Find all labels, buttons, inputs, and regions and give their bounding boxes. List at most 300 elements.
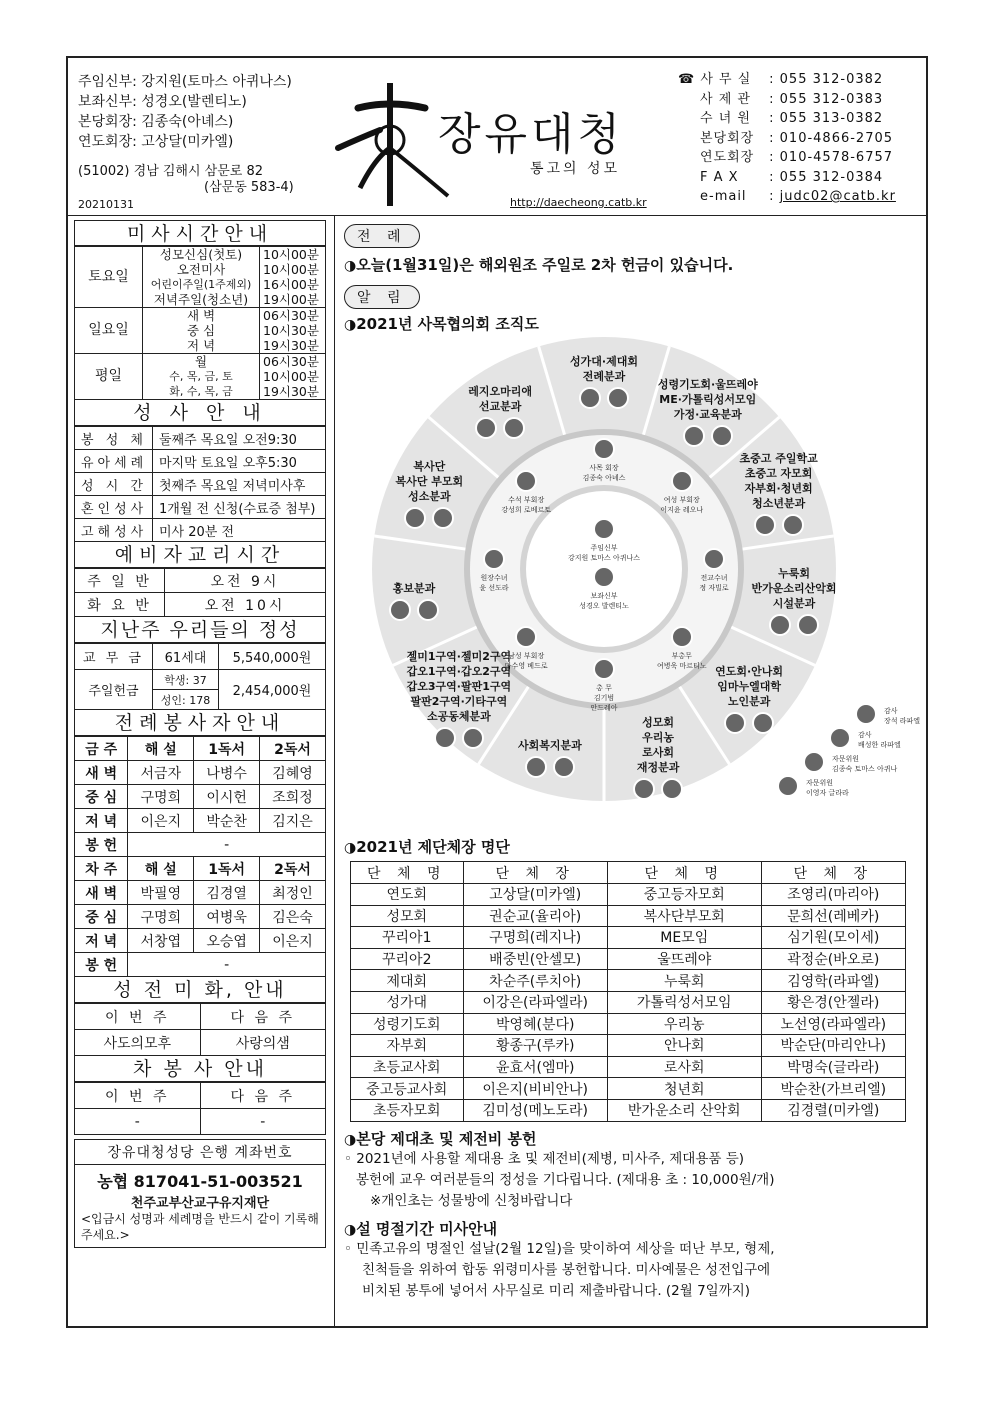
- catechism-row: [75, 569, 326, 593]
- committee-label: 홍보분과: [392, 581, 436, 595]
- servers-title: 전례봉사자안내: [74, 710, 326, 736]
- candle-line: ※개인초는 성물방에 신청바랍니다: [370, 1192, 573, 1209]
- group-leader: 고상달(미카엘): [463, 884, 607, 906]
- servers-name: 김지은: [260, 809, 326, 833]
- contact-sep: :: [764, 72, 780, 87]
- group-leader: 구명희(레지나): [463, 927, 607, 949]
- mass-type: 월: [143, 354, 260, 370]
- email-link[interactable]: judc02@catb.kr: [779, 189, 896, 204]
- member-photo-icon: [525, 756, 547, 778]
- liturgy-notice: [344, 254, 920, 275]
- servers-header-cell: 해 설: [128, 737, 194, 761]
- mass-time: 06시30분: [260, 354, 326, 370]
- officer-label: 총 무 김기범 안드레아: [590, 684, 618, 712]
- flowers-table: [74, 1003, 326, 1056]
- member-photo-icon: [432, 507, 454, 529]
- half-circle-icon: ◑: [344, 840, 357, 856]
- groups-header-cell: 단 체 장: [463, 862, 607, 884]
- servers-row: [75, 953, 326, 977]
- sacrament-name: 고해성사: [75, 519, 153, 542]
- contact-row: [678, 129, 896, 149]
- member-photo-icon: [797, 614, 819, 636]
- liturgy-text: 오늘(1월31일)은 해외원조 주일로 2차 헌금이 있습니다.: [356, 256, 734, 274]
- committee-label: 레지오마리애 선교분과: [468, 385, 533, 414]
- servers-row: [75, 929, 326, 953]
- sacrament-schedule: 미사 20분 전: [153, 519, 326, 542]
- mass-day: 평일: [75, 354, 143, 400]
- servers-name: 구명희: [128, 905, 194, 929]
- mass-time: 10시00분: [260, 262, 326, 277]
- servers-mass: 중 심: [75, 785, 128, 809]
- groups-heading: [344, 836, 920, 857]
- contact-label: ☎ 사 무 실: [678, 72, 752, 87]
- flowers-next-week-header: 다 음 주: [200, 1004, 326, 1030]
- committee-label: 연도회·안나회 임마누엘대학 노인분과: [715, 665, 784, 709]
- contact-row: [678, 70, 896, 90]
- officer-label: 부총무 여병욱 마르티노: [657, 651, 707, 670]
- group-leader: 배중빈(안셀모): [463, 948, 607, 970]
- group-leader: 문희선(레베카): [761, 905, 905, 927]
- servers-offertory: -: [128, 953, 326, 977]
- group-leader: 박순찬(가브리엘): [761, 1078, 905, 1100]
- tithe-households: 61세대: [153, 644, 219, 670]
- sacrament-table: [74, 426, 326, 542]
- groups-row: [351, 1056, 906, 1078]
- group-name: 성가대: [351, 991, 464, 1013]
- mass-day: 토요일: [75, 247, 143, 308]
- servers-name: 김경열: [194, 881, 260, 905]
- servers-offertory: -: [128, 833, 326, 857]
- tithe-label: 교 무 금: [75, 644, 153, 670]
- contact-value: 010-4578-6757: [779, 150, 894, 165]
- group-name: 성모회: [351, 905, 464, 927]
- advisor-photo-icon: [855, 703, 877, 725]
- mass-type: 화, 수, 목, 금: [143, 384, 260, 400]
- member-photo-icon: [417, 599, 439, 621]
- mass-time: 06시30분: [260, 308, 326, 324]
- candle-heading: [344, 1128, 920, 1149]
- groups-header-cell: 단 체 명: [351, 862, 464, 884]
- advisor-label: 자문위원 이영자 글라라: [806, 779, 849, 797]
- bank-info: [74, 1165, 326, 1248]
- servers-header-cell: 차 주: [75, 857, 128, 881]
- tithe-amount: 5,540,000원: [219, 644, 326, 670]
- groups-row: [351, 884, 906, 906]
- clergy-row: [78, 72, 292, 92]
- clergy-role: 주임신부:: [78, 74, 142, 90]
- sacrament-schedule: 마지막 토요일 오후5:30: [153, 450, 326, 473]
- parking-table: [74, 1082, 326, 1135]
- clergy-list: [78, 72, 292, 152]
- assistant-pastor-label: 보좌신부 성경오 발렌티노: [579, 592, 629, 610]
- address-line-2: (삼문동 583-4): [204, 180, 294, 195]
- committee-label: 사회복지분과: [518, 738, 582, 752]
- pastor-label: 주임신부 강지원 토마스 아퀴나스: [567, 544, 641, 562]
- groups-row: [351, 927, 906, 949]
- groups-row: [351, 948, 906, 970]
- contact-label: 수 녀 원: [700, 111, 751, 126]
- mass-row: [75, 354, 326, 370]
- servers-name: 김은숙: [260, 905, 326, 929]
- lunar-line: 비치된 봉투에 넣어서 사무실로 미리 제출바랍니다. (2월 7일까지): [362, 1282, 751, 1299]
- group-name: 초등교사회: [351, 1056, 464, 1078]
- officer-photo-icon: [671, 470, 693, 492]
- committee-label: 누룩회 반가운소리산악회 시설분과: [751, 566, 837, 610]
- flowers-title: 성 전 미 화, 안내: [74, 977, 326, 1003]
- servers-mass: 저 녁: [75, 929, 128, 953]
- member-photo-icon: [782, 514, 804, 536]
- mass-time: 10시00분: [260, 247, 326, 263]
- officer-label: 원장수녀 윤 선도라: [479, 574, 509, 592]
- group-name: 울뜨레야: [607, 948, 761, 970]
- clergy-name: 성경오(발렌티노): [141, 94, 247, 110]
- contact-row: [678, 90, 896, 110]
- mass-row: [75, 247, 326, 263]
- officer-label: 사목 회장 김종숙 아녜스: [582, 464, 626, 482]
- servers-row: [75, 809, 326, 833]
- mass-type: 저 녁: [143, 338, 260, 354]
- group-leader: 황종구(루카): [463, 1035, 607, 1057]
- servers-row: [75, 881, 326, 905]
- org-chart: [354, 334, 921, 834]
- servers-name: 나병수: [194, 761, 260, 785]
- group-name: 로사회: [607, 1056, 761, 1078]
- groups-row: [351, 1078, 906, 1100]
- member-photo-icon: [434, 727, 456, 749]
- servers-name: 이은지: [128, 809, 194, 833]
- adult-count: 성인: 178: [153, 690, 219, 710]
- student-count: 학생: 37: [153, 670, 219, 690]
- bank-holder: 천주교부산교구유지재단: [130, 1196, 270, 1211]
- advisor-label: 감사 장석 라파엘: [884, 707, 921, 725]
- header: [68, 58, 926, 216]
- group-leader: 노선영(라파엘라): [761, 1013, 905, 1035]
- member-photo-icon: [579, 387, 601, 409]
- contact-value: 010-4866-2705: [779, 130, 894, 146]
- lunar-heading: [344, 1218, 920, 1239]
- catechism-row: [75, 593, 326, 617]
- mass-time: 10시00분: [260, 369, 326, 384]
- member-photo-icon: [607, 387, 629, 409]
- mass-day: 일요일: [75, 308, 143, 354]
- org-chart-title: 2021년 사목협의회 조직도: [356, 315, 539, 333]
- groups-header-cell: 단 체 명: [607, 862, 761, 884]
- clergy-row: [78, 112, 292, 132]
- servers-row: [75, 761, 326, 785]
- servers-name: 서금자: [128, 761, 194, 785]
- pastor-photo-icon: [593, 518, 615, 540]
- lunar-notice: [344, 1239, 920, 1302]
- contact-list: [678, 70, 896, 207]
- clergy-role: 본당회장:: [78, 114, 142, 130]
- servers-name: 구명희: [128, 785, 194, 809]
- sacrament-row: [75, 427, 326, 450]
- servers-header-cell: 1독서: [194, 857, 260, 881]
- servers-row: [75, 833, 326, 857]
- catechism-time: 오전 10시: [165, 593, 326, 617]
- clergy-row: [78, 132, 292, 152]
- servers-name: 박순찬: [194, 809, 260, 833]
- sacrament-schedule: 첫째주 목요일 저녁미사후: [153, 473, 326, 496]
- address: [78, 164, 294, 196]
- website-link[interactable]: http://daecheong.catb.kr: [510, 196, 647, 209]
- advisor-photo-icon: [777, 775, 799, 797]
- committee-label: 성모회 우리농 로사회 재정분과: [636, 716, 680, 775]
- candle-title: 본당 제대초 및 제전비 봉헌: [356, 1129, 537, 1148]
- candle-line: 봉헌에 교우 여러분들의 정성을 기다립니다. (제대용 초 : 10,000원/개): [356, 1171, 775, 1188]
- clergy-name: 김종숙(아녜스): [141, 114, 234, 130]
- officer-label: 수석 부회장 강성희 로베르토: [501, 496, 551, 515]
- sacrament-schedule: 1개월 전 신청(수료증 첨부): [153, 496, 326, 519]
- group-name: 자부회: [351, 1035, 464, 1057]
- sacrament-schedule: 둘째주 목요일 오전9:30: [153, 427, 326, 450]
- member-photo-icon: [711, 425, 733, 447]
- group-leader: 곽정순(바오로): [761, 948, 905, 970]
- group-name: ME모임: [607, 927, 761, 949]
- sacrament-row: [75, 519, 326, 542]
- contact-sep: :: [764, 111, 780, 126]
- member-photo-icon: [683, 425, 705, 447]
- group-name: 연도회: [351, 884, 464, 906]
- mass-type: 어린이주일(1주제외): [143, 277, 260, 292]
- bank-account: 농협 817041-51-003521: [97, 1172, 303, 1191]
- member-photo-icon: [462, 727, 484, 749]
- group-leader: 박영혜(분다): [463, 1013, 607, 1035]
- officer-label: 전교수녀 정 자빌로: [699, 574, 729, 592]
- mass-times-title: 미사시간안내: [74, 220, 326, 246]
- group-leader: 박명숙(글라라): [761, 1056, 905, 1078]
- group-leader: 이강은(라파엘라): [463, 991, 607, 1013]
- half-circle-icon: ◑: [344, 258, 357, 274]
- committee-label: 성가대·제대회 전례분과: [570, 355, 638, 383]
- contact-label: 사 제 관: [700, 91, 751, 107]
- group-name: 제대회: [351, 970, 464, 992]
- group-name: 성령기도회: [351, 1013, 464, 1035]
- org-chart-heading: [344, 313, 920, 334]
- advisor-photo-icon: [829, 727, 851, 749]
- offering-title: 지난주 우리들의 정성: [74, 617, 326, 643]
- sacrament-name: 성 시 간: [75, 473, 153, 496]
- servers-name: 서창엽: [128, 929, 194, 953]
- group-leaders-table: [350, 861, 906, 1122]
- mass-time: 19시30분: [260, 338, 326, 354]
- contact-value: 055 312-0382: [779, 72, 884, 87]
- assistant-pastor-photo-icon: [593, 566, 615, 588]
- officer-photo-icon: [483, 548, 505, 570]
- officer-photo-icon: [703, 548, 725, 570]
- servers-mass: 봉 헌: [75, 953, 128, 977]
- bank-note: <입금시 성명과 세례명을 반드시 같이 기록해 주세요.>: [81, 1212, 319, 1242]
- contact-row: [678, 187, 896, 207]
- servers-name: 오승엽: [194, 929, 260, 953]
- officer-label: 여성 부회장 이지윤 레오나: [660, 496, 704, 515]
- parking-this-week: -: [75, 1109, 201, 1135]
- group-leader: 조영리(마리아): [761, 884, 905, 906]
- clergy-name: 강지원(토마스 아퀴나스): [141, 74, 292, 90]
- mass-time: 19시30분: [260, 384, 326, 400]
- parking-next-week: -: [200, 1109, 326, 1135]
- liturgy-pill: 전 례: [344, 224, 420, 248]
- parking-this-week-header: 이 번 주: [75, 1083, 201, 1109]
- servers-mass: 저 녁: [75, 809, 128, 833]
- contact-row: [678, 148, 896, 168]
- contact-sep: :: [764, 130, 780, 146]
- bulletin-frame: [66, 56, 928, 1328]
- group-name: 초등자모회: [351, 1099, 464, 1121]
- group-name: 청년회: [607, 1078, 761, 1100]
- contact-sep: :: [764, 91, 780, 107]
- church-subtitle: 통고의 성모: [530, 161, 621, 177]
- catechism-title: 예비자교리시간: [74, 542, 326, 568]
- committee-label: 젤미1구역·젤미2구역 갑오1구역·갑오2구역 갑오3구역·팔판1구역 팔판2구역·기타구역 소공동체분과: [406, 650, 512, 724]
- clergy-role: 보좌신부:: [78, 94, 142, 110]
- group-name: 중고등교사회: [351, 1078, 464, 1100]
- lunar-title: 설 명절기간 미사안내: [356, 1219, 498, 1238]
- contact-label: F A X: [700, 169, 739, 185]
- parking-title: 차 봉 사 안내: [74, 1056, 326, 1082]
- servers-header-cell: 1독서: [194, 737, 260, 761]
- contact-label: e-mail: [700, 189, 747, 204]
- group-leader: 김미성(메노도라): [463, 1099, 607, 1121]
- contact-value: 055 312-0384: [779, 169, 884, 185]
- bank-title: 장유대청성당 은행 계좌번호: [74, 1139, 326, 1165]
- servers-mass: 새 벽: [75, 761, 128, 785]
- servers-header-cell: 2독서: [260, 857, 326, 881]
- contact-row: [678, 109, 896, 129]
- officer-photo-icon: [593, 658, 615, 680]
- flowers-next-week: 사랑의샘: [200, 1030, 326, 1056]
- lunar-line: ◦ 민족고유의 명절인 설날(2월 12일)을 맞이하여 세상을 떠난 부모, 형제,: [344, 1240, 775, 1257]
- groups-row: [351, 970, 906, 992]
- committee-label: 성령기도회·울뜨레야 ME·가톨릭성서모임 가정·교육분과: [657, 377, 758, 421]
- officer-photo-icon: [515, 626, 537, 648]
- clergy-name: 고상달(미카엘): [141, 134, 234, 150]
- groups-row: [351, 991, 906, 1013]
- servers-name: 김혜영: [260, 761, 326, 785]
- half-circle-icon: ◑: [344, 1221, 357, 1238]
- sacrament-row: [75, 496, 326, 519]
- parking-next-week-header: 다 음 주: [200, 1083, 326, 1109]
- contact-sep: :: [764, 169, 780, 185]
- logo: [330, 78, 650, 198]
- mass-type: 수, 목, 금, 토: [143, 369, 260, 384]
- sacrament-title: 성 사 안 내: [74, 400, 326, 426]
- mass-type: 중 심: [143, 323, 260, 338]
- half-circle-icon: ◑: [344, 317, 357, 333]
- contact-label: 연도회장: [700, 150, 755, 165]
- servers-mass: 중 심: [75, 905, 128, 929]
- church-title: 장유대청: [438, 109, 625, 160]
- group-leader: 심기원(모이세): [761, 927, 905, 949]
- contact-row: [678, 168, 896, 188]
- group-leader: 황은경(안젤라): [761, 991, 905, 1013]
- groups-header-cell: 단 체 장: [761, 862, 905, 884]
- group-name: 꾸리아2: [351, 948, 464, 970]
- sacrament-name: 혼인성사: [75, 496, 153, 519]
- servers-header-row: [75, 857, 326, 881]
- mass-type: 저녁주일(청소년): [143, 292, 260, 308]
- servers-name: 박필영: [128, 881, 194, 905]
- group-name: 꾸리아1: [351, 927, 464, 949]
- cross-logo-icon: [330, 78, 450, 208]
- mass-times-table: [74, 246, 326, 400]
- left-column: [74, 220, 326, 1248]
- right-column: [344, 224, 920, 1302]
- group-name: 누룩회: [607, 970, 761, 992]
- servers-mass: 봉 헌: [75, 833, 128, 857]
- contact-value: 055 312-0383: [779, 91, 884, 107]
- candle-notice: [344, 1149, 920, 1212]
- servers-header-cell: 해 설: [128, 857, 194, 881]
- catechism-class: 주 일 반: [75, 569, 165, 593]
- group-leader: 박순단(마리안나): [761, 1035, 905, 1057]
- mass-type: 새 벽: [143, 308, 260, 324]
- notice-pill: 알 림: [344, 285, 420, 309]
- sunday-offering-label: 주일헌금: [75, 670, 153, 710]
- group-name: 가톨릭성서모임: [607, 991, 761, 1013]
- candle-line: ◦ 2021년에 사용할 제대용 초 및 제전비(제병, 미사주, 제대용품 등): [344, 1150, 744, 1167]
- groups-row: [351, 1013, 906, 1035]
- contact-value: 055 313-0382: [779, 111, 884, 126]
- mass-time: 16시00분: [260, 277, 326, 292]
- group-name: 반가운소리 산악회: [607, 1099, 761, 1121]
- sacrament-name: 유아세례: [75, 450, 153, 473]
- groups-title: 2021년 제단체장 명단: [356, 838, 510, 856]
- clergy-role: 연도회장:: [78, 134, 142, 150]
- group-leader: 권순교(율리아): [463, 905, 607, 927]
- servers-row: [75, 905, 326, 929]
- contact-sep: :: [764, 189, 780, 204]
- sunday-offering-amount: 2,454,000원: [219, 670, 326, 710]
- group-name: 중고등자모회: [607, 884, 761, 906]
- member-photo-icon: [754, 514, 776, 536]
- group-name: 복사단부모회: [607, 905, 761, 927]
- servers-header-cell: 금 주: [75, 737, 128, 761]
- flowers-this-week-header: 이 번 주: [75, 1004, 201, 1030]
- mass-type: 성모신심(첫토): [143, 247, 260, 263]
- mass-time: 19시00분: [260, 292, 326, 308]
- flowers-this-week: 사도의모후: [75, 1030, 201, 1056]
- advisor-photo-icon: [803, 751, 825, 773]
- servers-name: 최정인: [260, 881, 326, 905]
- group-name: 우리농: [607, 1013, 761, 1035]
- sacrament-row: [75, 473, 326, 496]
- catechism-time: 오전 9시: [165, 569, 326, 593]
- committee-label: 복사단 복사단 부모회 성소분과: [395, 459, 464, 503]
- member-photo-icon: [553, 756, 575, 778]
- officer-photo-icon: [593, 438, 615, 460]
- mass-time: 10시30분: [260, 323, 326, 338]
- servers-mass: 새 벽: [75, 881, 128, 905]
- clergy-row: [78, 92, 292, 112]
- group-leader: 김영학(라파엘): [761, 970, 905, 992]
- servers-name: 이시헌: [194, 785, 260, 809]
- member-photo-icon: [769, 614, 791, 636]
- servers-table: [74, 736, 326, 977]
- half-circle-icon: ◑: [344, 1131, 357, 1148]
- servers-header-cell: 2독서: [260, 737, 326, 761]
- advisor-label: 감사 배성한 라파엘: [858, 731, 901, 749]
- servers-row: [75, 785, 326, 809]
- group-leader: 김경렬(미카엘): [761, 1099, 905, 1121]
- catechism-table: [74, 568, 326, 617]
- sacrament-row: [75, 450, 326, 473]
- servers-name: 이은지: [260, 929, 326, 953]
- address-line-1: (51002) 경남 김해시 삼문로 82: [78, 164, 264, 179]
- column-divider: [334, 216, 335, 1326]
- mass-type: 오전미사: [143, 262, 260, 277]
- group-leader: 차순주(루치아): [463, 970, 607, 992]
